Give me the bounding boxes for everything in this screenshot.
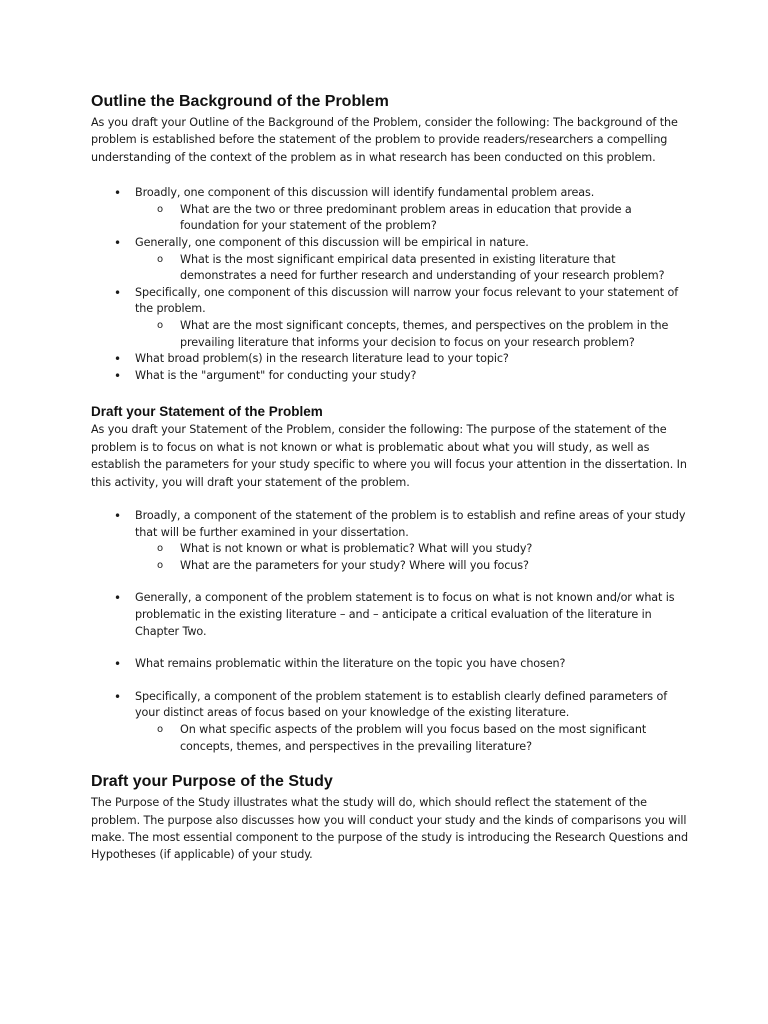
sub-list-item: o What are the parameters for your study? Where will you focus? (157, 558, 529, 572)
list-item: • Broadly, one component of this discussion will identify fundamental problem areas. o What are the two or three predominant problem areas in education that provide a foundation for your statement of the problem? (91, 185, 691, 235)
section-heading-statement: Draft your Statement of the Problem (91, 404, 323, 420)
list-item: • What remains problematic within the literature on the topic you have chosen? (114, 657, 566, 672)
sub-list-item: o On what specific aspects of the problem will you focus based on the most significant concepts, themes, and perspectives in the prevailing literature? (157, 722, 647, 753)
section-intro-background: As you draft your Outline of the Background of the Problem, consider the following: The background of the problem is established before the statement of the problem to provide readers/researchers a compelling understanding of the context of the problem as in what research has been conducted on this problem. (91, 116, 678, 164)
list-item: • Specifically, a component of the problem statement is to establish clearly defined parameters of your distinct areas of focus based on your knowledge of the existing literature. o On what specific aspects of the problem will you focus based on the most significant concepts, themes, and perspectives in the prevailing literature? (91, 689, 691, 755)
sub-list-item: o What is not known or what is problematic? What will you study? (157, 542, 533, 556)
list-item: • What is the "argument" for conducting your study? (114, 368, 417, 383)
section-intro-purpose: The Purpose of the Study illustrates what the study will do, which should reflect the statement of the problem. The purpose also discusses how you will conduct your study and the kinds of comparisons you will make. The most essential component to the purpose of the study is introducing the Research Questions and Hypotheses (if applicable) of your study. (91, 796, 688, 862)
list-item: • Generally, one component of this discussion will be empirical in nature. o What is the most significant empirical data presented in existing literature that demonstrates a need for further research and understanding of your research problem? (91, 235, 691, 285)
sub-list-item: o What are the two or three predominant problem areas in education that provide a foundation for your statement of the problem? (157, 202, 632, 233)
sub-list-item: o What are the most significant concepts, themes, and perspectives on the problem in the prevailing literature that informs your decision to focus on your research problem? (157, 318, 669, 349)
list-item: • What broad problem(s) in the research literature lead to your topic? (114, 352, 509, 367)
section-heading-purpose: Draft your Purpose of the Study (91, 773, 333, 791)
list-item: • Generally, a component of the problem statement is to focus on what is not known and/or what is problematic in the existing literature – and – anticipate a critical evaluation of the literature in Chapter Two. (114, 591, 675, 638)
list-item: • Specifically, one component of this discussion will narrow your focus relevant to your statement of the problem. o What are the most significant concepts, themes, and perspectives on the problem in the prevailing literature that informs your decision to focus on your research problem? (91, 285, 691, 351)
list-item: • Broadly, a component of the statement of the problem is to establish and refine areas of your study that will be further examined in your dissertation. o What is not known or what is problematic? What will you study? o What are the parameters for your study? Where will you focus? (91, 508, 691, 574)
document-page (91, 92, 691, 864)
sub-list-item: o What is the most significant empirical data presented in existing literature that demonstrates a need for further research and understanding of your research problem? (157, 252, 665, 283)
section-intro-statement: As you draft your Statement of the Problem, consider the following: The purpose of the statement of the problem is to focus on what is not known or what is problematic about what you will study, as well as establish the parameters for your study specific to where you will focus your attention in the dissertation. In this activity, you will draft your statement of the problem. (91, 423, 687, 489)
section-heading-background: Outline the Background of the Problem (91, 93, 389, 110)
bullet-list-background (91, 185, 691, 384)
bullet-list-statement (91, 508, 691, 755)
